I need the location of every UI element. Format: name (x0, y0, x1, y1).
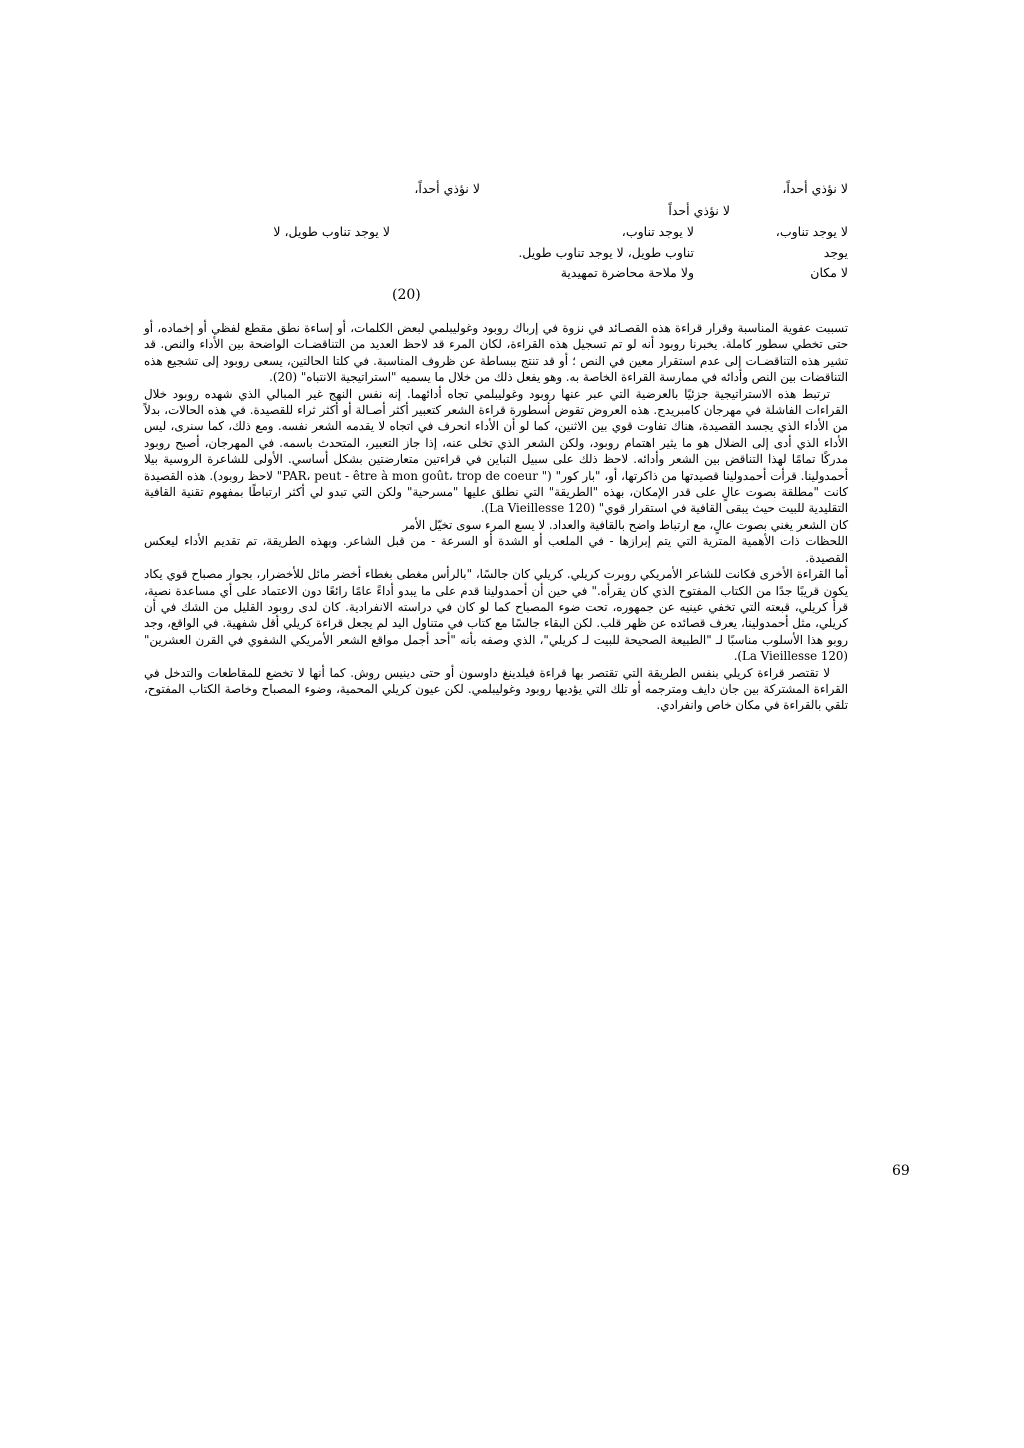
paragraph: تسببت عفوية المناسبة وقرار قراءة هذه القصـائد في نزوة في إرباك روبود وغوليبلمي لبعض الكلمات، أو إساءة نطق مقطع لفظي أو إخماده، أو حتى تخطي سطور كاملة. يخبرنا روبود أنه لو تم تسجيل هذه القراءة، لكان المرء قد لاحظ العديد من التناقضـات الواضحة بين الأداء والنص. قد تشير هذه التناقضـات إلى عدم استقرار معين في النص ؛ أو قد تنتج ببساطة عن ظروف المناسبة. في كلتا الحالتين، يسعى روبود إلى تشجيع هذه التناقضات بين النص وأدائه في ممارسة القراءة الخاصة به. وهو يفعل ذلك من خلال ما يسميه "استراتيجية الانتباه" (20). (144, 321, 848, 385)
poem-line: لا نؤذي أحداً (668, 203, 730, 218)
poem-line: لا يوجد تناوب، (775, 224, 848, 239)
footnote-marker: (20) (392, 287, 421, 303)
paragraph: أما القراءة الأخرى فكانت للشاعر الأمريكي روبرت كريلي. كريلي كان جالسًا، "بالرأس مغطى بغطاء أخضر مائل للأخضرار، بجوار مصباح قوي يكاد يكون قريبًا جدًا من الكتاب المفتوح الذي كان يقرأه." في حين أن أحمدولينا قدم على ما يبدو أداءً عامًا رائعًا دون الاعتماد على أي مساعدة نصية، قرأ كريلي، قبعته التي تخفي عينيه عن جمهوره، تحت ضوء المصباح كما لو كان في دراسته الانفرادية. كان لدى روبود القليل من الشك في أن كريلي، مثل أحمدولينا، يعرف قصائده عن ظهر قلب. لكن البقاء جالسًا مع كتاب في متناول اليد لم يجعل قراءة كريلي أقل شفهية. في الواقع، وجد روبو هذا الأسلوب مناسبًا لـ "الطبيعة الصحيحة للبيت لـ كريلي"، الذي وصفه بأنه "أحد أجمل مواقع الشعر الأمريكي الشفوي في القرن العشرين" (La Vieillesse 120). (144, 567, 848, 664)
poem-line: لا يوجد تناوب، (621, 224, 694, 239)
page-number: 69 (892, 1163, 910, 1179)
paragraph: اللحظات ذات الأهمية المترية التي يتم إبرازها - في الملعب أو الشدة أو السرعة - من قبل الشاعر. وبهذه الطريقة، تم تقديم الأداء ليعكس القصيدة. (144, 534, 848, 565)
poem-line: لا مكان (810, 265, 848, 280)
poem-line: لا يوجد تناوب طويل، لا (273, 224, 390, 239)
paragraph: ترتبط هذه الاستراتيجية جزئيًا بالعرضية التي عبر عنها روبود وغوليبلمي تجاه أدائهما. إنه نفس النهج غير المبالي الذي شهده روبود خلال القراءات الفاشلة في مهرجان كامبريدج. هذه العروض تقوض أسطورة قراءة الشعر كتعبير أكثر أصـالة أو أكثر ثراء للقصيدة. في هذه الحالات، بدلاً من الأداء الذي يجسد القصيدة، هناك تفاوت قوي بين الاثنين، كما لو أن الأداء انحرف في اتجاه لا يقدمه الشعر نفسه. ومع ذلك، كما سنرى، ليس الأداء الذي أدى إلى الضلال هو ما يثير اهتمام روبود، ولكن الشعر الذي تخلى عنه، إذا جاز التعبير، المتحدث باسمه. في المهرجان، أصبح روبود مدركًا تمامًا لهذا التناقض بين الشعر وأدائه. لاحظ ذلك على سبيل التباين في قراءتين متعارضتين بشكل أساسي. الأولى للشاعرة الروسية بيلا أحمدولينا. قرأت أحمدولينا قصيدتها من ذاكرتها، أو، "بار كور" (" PAR، peut - être à mon goût، trop de coeur" لاحظ روبود). هذه القصيدة كانت "مطلقة بصوت عالٍ على قدر الإمكان، بهذه "الطريقة" التي نطلق عليها "مسرحية" ولكن التي تبدو لي أكثر ارتباطًا بمفهوم تقنية القافية التقليدية للبيت حيث يبقى القافية في استقرار قوي" (La Vieillesse 120). (144, 386, 848, 516)
body-text (144, 320, 848, 714)
paragraph: لا تقتصر قراءة كريلي بنفس الطريقة التي تقتصر بها قراءة فيلدينغ داوسون أو حتى دينيس روش. كما أنها لا تخضع للمقاطعات والتدخل في القراءة المشتركة بين جان دايف ومترجمه أو تلك التي يؤديها روبود وغوليبلمي. لكن عيون كريلي المحمية، وضوء المصباح وخاصة الكتاب المفتوح، تلقي بالقراءة في مكان خاص وانفرادي. (144, 665, 848, 713)
poem-line: تناوب طويل، لا يوجد تناوب طويل. (518, 245, 694, 260)
poem-line: لا نؤذي أحداً، (414, 181, 480, 196)
poem-line: يوجد (823, 245, 848, 260)
poem-line: لا نؤذي أحداً، (782, 181, 848, 196)
paragraph: كان الشعر يغني بصوت عالٍ، مع ارتباط واضح بالقافية والعداد. لا يسع المرء سوى تخيّل الأمر (402, 517, 848, 532)
poem-line: ولا ملاحة محاضرة تمهيدية (560, 265, 694, 280)
